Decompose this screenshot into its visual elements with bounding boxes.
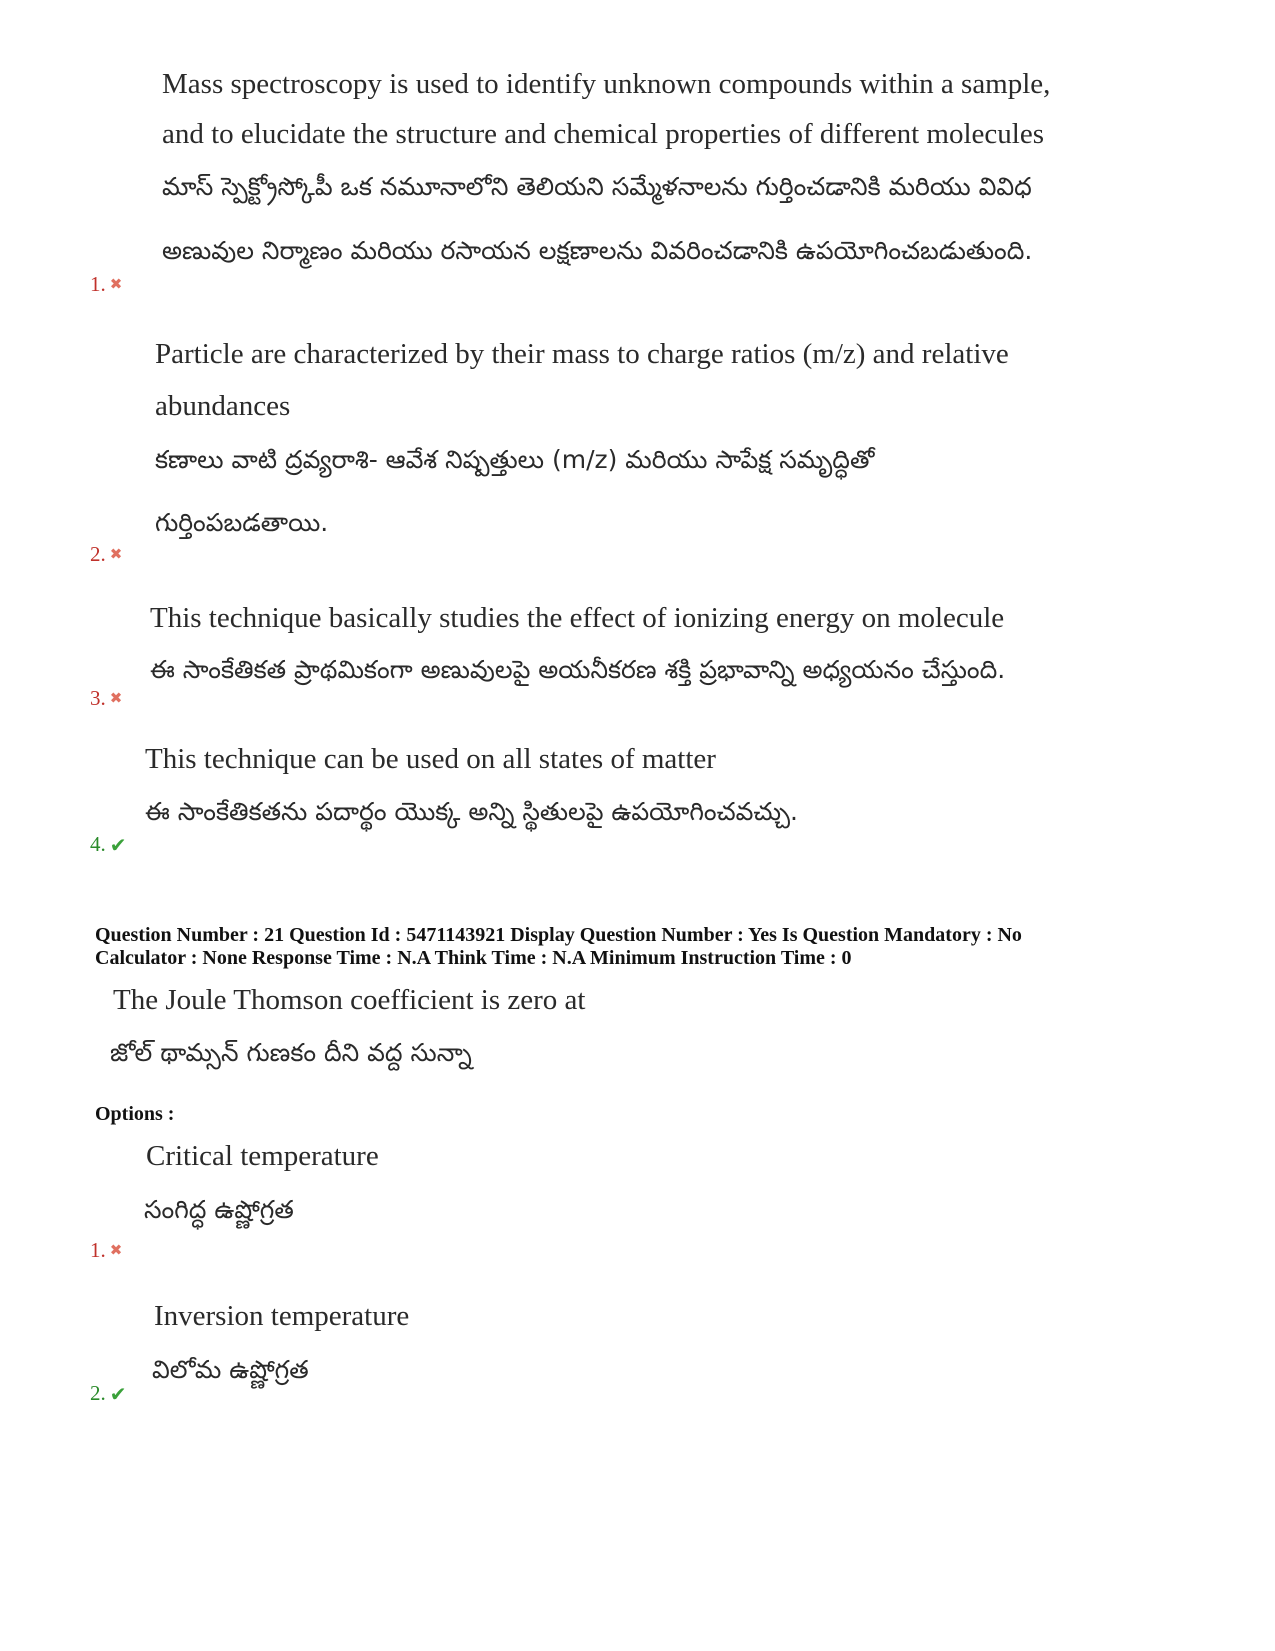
option-marker xyxy=(90,1383,127,1404)
option-text-en-line: Particle are characterized by their mass to charge ratios (m/z) and relative xyxy=(155,338,1009,370)
option-text-en-line: abundances xyxy=(155,390,291,422)
option-text-te: విలోమ ఉష్ణోగ్రత xyxy=(152,1355,309,1384)
option-number: 4. xyxy=(90,832,106,856)
option-marker xyxy=(90,688,122,709)
option-number: 1. xyxy=(90,1238,106,1262)
question-meta-line-1: Question Number : 21 Question Id : 5471143921 Display Question Number : Yes Is Question Mandatory : No xyxy=(95,924,1022,946)
option-marker xyxy=(90,544,122,565)
cross-icon: ✖ xyxy=(109,275,123,293)
option-text-en: Inversion temperature xyxy=(154,1300,410,1332)
option-text-te-line: మాస్ స్పెక్ట్రోస్కోపీ ఒక నమూనాలోని తెలియని సమ్మేళనాలను గుర్తించడానికి మరియు వివిధ xyxy=(162,172,1032,201)
option-number: 1. xyxy=(90,272,106,296)
check-icon: ✔ xyxy=(109,832,127,857)
option-text-en-line: and to elucidate the structure and chemical properties of different molecules xyxy=(162,118,1044,150)
option-marker xyxy=(90,1240,122,1261)
option-text-te-line: ఈ సాంకేతికతను పదార్థం యొక్క అన్ని స్థితులపై ఉపయోగించవచ్చు. xyxy=(145,797,799,826)
check-icon: ✔ xyxy=(109,1381,127,1406)
cross-icon: ✖ xyxy=(109,545,123,563)
option-text-te-line: ఈ సాంకేతికత ప్రాథమికంగా అణువులపై అయనీకరణ శక్తి ప్రభావాన్ని అధ్యయనం చేస్తుంది. xyxy=(150,655,1006,684)
option-text-en-line: This technique basically studies the effect of ionizing energy on molecule xyxy=(150,602,1005,634)
option-text-en-line: Mass spectroscopy is used to identify unknown compounds within a sample, xyxy=(162,68,1051,100)
question-text-te: జోల్ థామ్సన్ గుణకం దీని వద్ద సున్నా xyxy=(110,1038,472,1067)
question-meta-line-2: Calculator : None Response Time : N.A Think Time : N.A Minimum Instruction Time : 0 xyxy=(95,947,852,969)
cross-icon: ✖ xyxy=(109,1241,123,1259)
option-number: 2. xyxy=(90,1381,106,1405)
option-text-te-line: కణాలు వాటి ద్రవ్యరాశి- ఆవేశ నిష్పత్తులు (m/z) మరియు సాపేక్ష సమృద్ధితో xyxy=(155,445,875,474)
option-text-en: Critical temperature xyxy=(146,1140,379,1172)
option-marker xyxy=(90,834,127,855)
cross-icon: ✖ xyxy=(109,689,123,707)
options-label: Options : xyxy=(95,1103,175,1125)
option-text-en-line: This technique can be used on all states of matter xyxy=(145,743,716,775)
option-text-te: సంగిద్ధ ఉష్ణోగ్రత xyxy=(144,1195,294,1224)
option-number: 2. xyxy=(90,542,106,566)
option-marker xyxy=(90,274,122,295)
option-text-te-line: గుర్తింపబడతాయి. xyxy=(155,508,329,537)
question-text-en: The Joule Thomson coefficient is zero at xyxy=(113,984,586,1016)
option-text-te-line: అణువుల నిర్మాణం మరియు రసాయన లక్షణాలను వివరించడానికి ఉపయోగించబడుతుంది. xyxy=(162,236,1033,265)
option-number: 3. xyxy=(90,686,106,710)
